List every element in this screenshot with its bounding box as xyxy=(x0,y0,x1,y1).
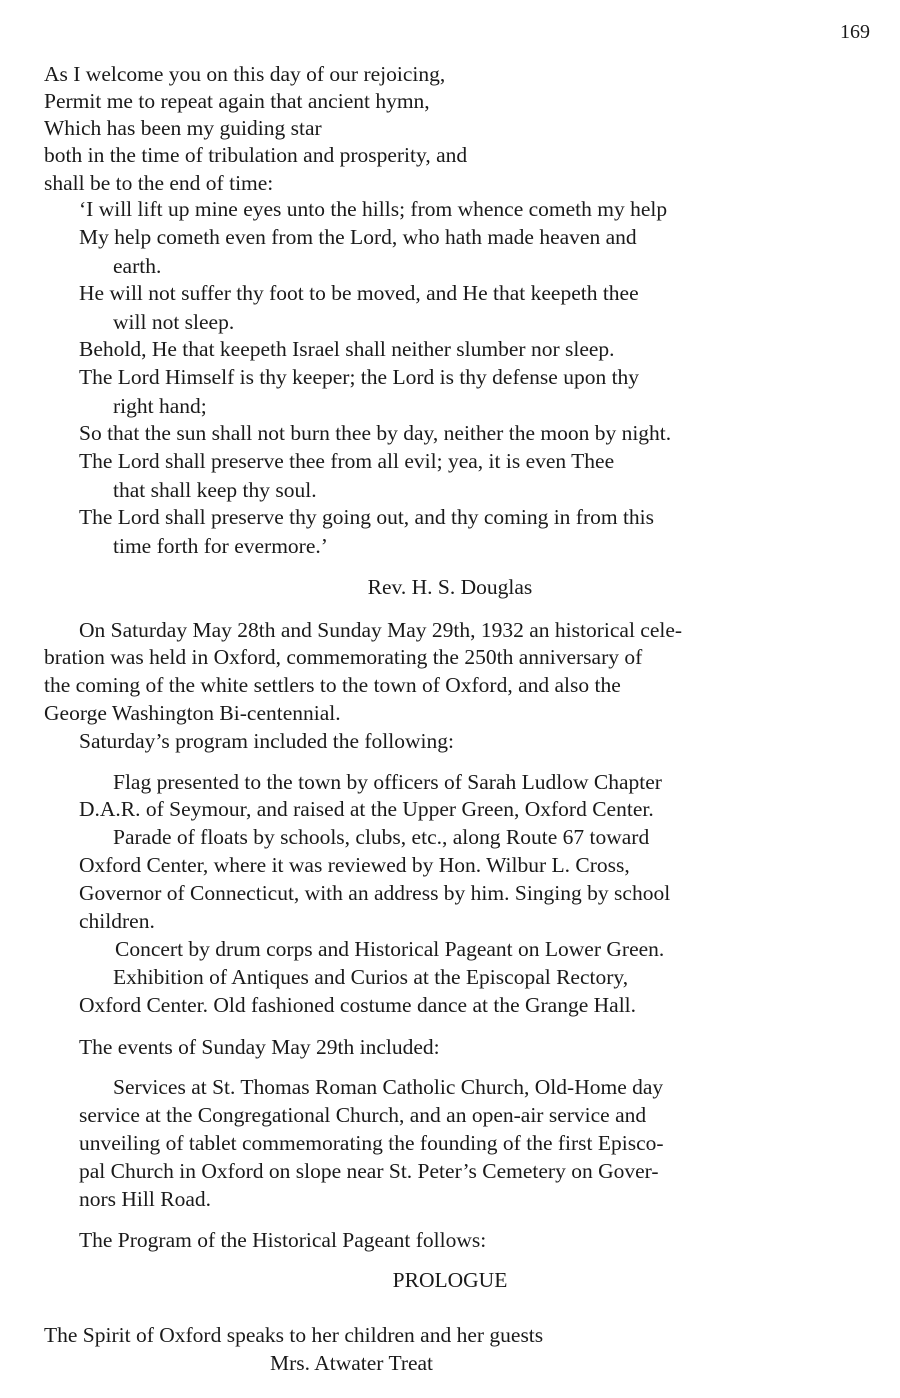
saturday-item-line: Oxford Center, where it was reviewed by Hon. Wilbur L. Cross, xyxy=(79,853,630,877)
prologue-line: The Spirit of Oxford speaks to her children and her guests xyxy=(44,1323,544,1347)
psalm-line: He will not suffer thy foot to be moved, and He that keepeth thee xyxy=(79,281,639,305)
poem-intro-line: As I welcome you on this day of our rejoicing, xyxy=(44,62,446,86)
saturday-heading: Saturday’s program included the following: xyxy=(79,729,454,753)
psalm-line: that shall keep thy soul. xyxy=(113,478,317,502)
saturday-item-line: Parade of floats by schools, clubs, etc., along Route 67 toward xyxy=(113,825,650,849)
poem-intro-line: shall be to the end of time: xyxy=(44,171,274,195)
pageant-heading: The Program of the Historical Pageant follows: xyxy=(79,1228,487,1252)
sunday-item-line: Services at St. Thomas Roman Catholic Church, Old-Home day xyxy=(113,1075,664,1099)
psalm-line: right hand; xyxy=(113,394,207,418)
psalm-line: The Lord shall preserve thy going out, and thy coming in from this xyxy=(79,505,655,529)
psalm-line: time forth for evermore.’ xyxy=(113,534,328,558)
celebration-line: the coming of the white settlers to the town of Oxford, and also the xyxy=(44,673,621,697)
poem-intro-line: Permit me to repeat again that ancient hymn, xyxy=(44,89,430,113)
psalm-line: will not sleep. xyxy=(113,310,235,334)
celebration-line: On Saturday May 28th and Sunday May 29th, 1932 an historical cele- xyxy=(79,618,683,642)
psalm-line: ‘I will lift up mine eyes unto the hills; from whence cometh my help xyxy=(79,197,668,221)
psalm-line: earth. xyxy=(113,254,162,278)
signature: Rev. H. S. Douglas xyxy=(367,575,533,599)
prologue-title: PROLOGUE xyxy=(392,1268,508,1292)
saturday-item-line: Concert by drum corps and Historical Pageant on Lower Green. xyxy=(115,937,665,961)
sunday-item-line: unveiling of tablet commemorating the founding of the first Episco- xyxy=(79,1131,664,1155)
saturday-item-line: Oxford Center. Old fashioned costume dance at the Grange Hall. xyxy=(79,993,637,1017)
celebration-line: bration was held in Oxford, commemorating the 250th anniversary of xyxy=(44,645,643,669)
sunday-item-line: service at the Congregational Church, and an open-air service and xyxy=(79,1103,647,1127)
poem-intro-line: Which has been my guiding star xyxy=(44,116,322,140)
psalm-line: Behold, He that keepeth Israel shall neither slumber nor sleep. xyxy=(79,337,615,361)
psalm-line: My help cometh even from the Lord, who hath made heaven and xyxy=(79,225,637,249)
poem-intro-line: both in the time of tribulation and prosperity, and xyxy=(44,143,468,167)
saturday-item-line: Governor of Connecticut, with an address by him. Singing by school xyxy=(79,881,671,905)
psalm-line: So that the sun shall not burn thee by day, neither the moon by night. xyxy=(79,421,672,445)
celebration-line: George Washington Bi-centennial. xyxy=(44,701,341,725)
page-number: 169 xyxy=(840,21,870,43)
sunday-heading: The events of Sunday May 29th included: xyxy=(79,1035,440,1059)
saturday-item-line: D.A.R. of Seymour, and raised at the Upper Green, Oxford Center. xyxy=(79,797,654,821)
sunday-item-line: pal Church in Oxford on slope near St. Peter’s Cemetery on Gover- xyxy=(79,1159,659,1183)
saturday-item-line: Exhibition of Antiques and Curios at the Episcopal Rectory, xyxy=(113,965,629,989)
saturday-item-line: children. xyxy=(79,909,155,933)
prologue-speaker: Mrs. Atwater Treat xyxy=(270,1351,434,1375)
psalm-line: The Lord Himself is thy keeper; the Lord is thy defense upon thy xyxy=(79,365,640,389)
saturday-item-line: Flag presented to the town by officers of Sarah Ludlow Chapter xyxy=(113,770,662,794)
sunday-item-line: nors Hill Road. xyxy=(79,1187,211,1211)
psalm-line: The Lord shall preserve thee from all evil; yea, it is even Thee xyxy=(79,449,615,473)
